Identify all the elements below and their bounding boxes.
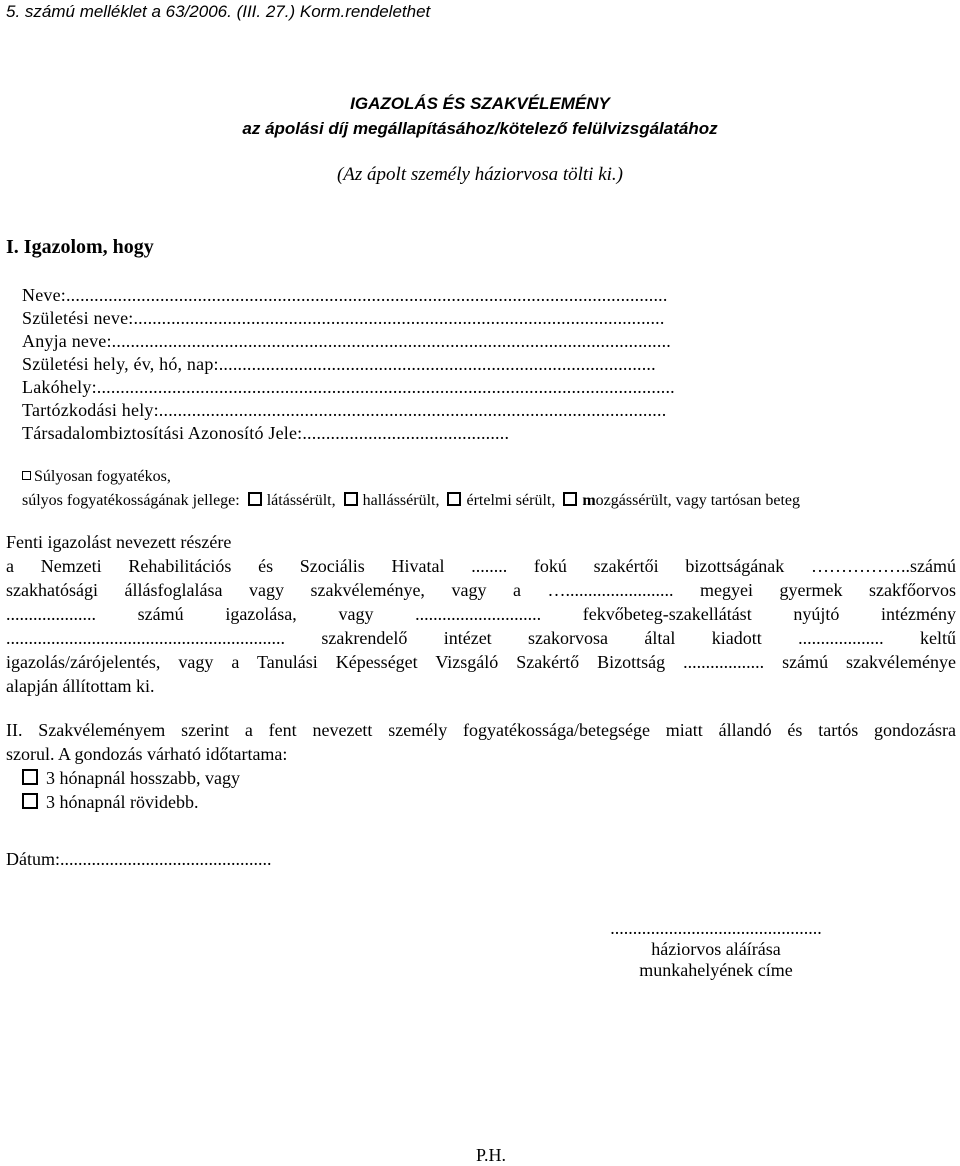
intellectual-checkbox[interactable]: [447, 492, 461, 506]
header-note: 5. számú melléklet a 63/2006. (III. 27.) Korm.rendelethet: [6, 2, 431, 21]
document-title: IGAZOLÁS ÉS SZAKVÉLEMÉNY: [350, 94, 610, 113]
vision-label: látássérült,: [266, 492, 336, 509]
duration-option-shorter: [22, 792, 198, 813]
hearing-checkbox[interactable]: [344, 492, 358, 506]
paragraph-line-6: igazolás/zárójelentés, vagy a Tanulási Képességet Vizsgáló Szakértő Bizottság .................. számú szakvéleménye: [6, 652, 956, 672]
intellectual-label: értelmi sérült,: [466, 492, 556, 509]
field-birth-place-date[interactable]: Születési hely, év, hó, nap:.............................................................................................: [22, 354, 656, 374]
date-field[interactable]: Dátum:...............................................: [6, 849, 272, 869]
signature-line[interactable]: ...............................................: [610, 918, 822, 938]
fill-in-note: (Az ápolt személy háziorvosa tölti ki.): [336, 164, 624, 185]
field-birth-name[interactable]: Születési neve:.................................................................................................................: [22, 308, 665, 328]
vision-checkbox[interactable]: [248, 492, 262, 506]
paragraph-line-3: szakhatósági állásfoglalása vagy szakvéleménye, vagy a …........................ megyei gyermek szakfőorvos: [6, 580, 956, 600]
workplace-label: munkahelyének címe: [639, 960, 793, 980]
shorter-checkbox[interactable]: [22, 793, 38, 809]
shorter-label: 3 hónapnál rövidebb.: [46, 792, 199, 812]
mobility-label: ozgássérült, vagy tartósan beteg: [595, 492, 801, 509]
longer-checkbox[interactable]: [22, 769, 38, 785]
field-ssn[interactable]: Társadalombiztosítási Azonosító Jele:............................................: [22, 423, 510, 443]
field-mother-name[interactable]: Anyja neve:.......................................................................................................................: [22, 331, 671, 351]
field-stay-address[interactable]: Tartózkodási hely:............................................................................................................: [22, 400, 667, 420]
paragraph-line-1: Fenti igazolást nevezett részére: [6, 532, 232, 552]
paragraph-line-5: .............................................................. szakrendelő intézet szakorvosa által kiadott ................... keltű: [6, 628, 956, 648]
section-1-heading: I. Igazolom, hogy: [6, 236, 154, 258]
signature-label: háziorvos aláírása: [651, 939, 781, 959]
mobility-checkbox[interactable]: [563, 492, 577, 506]
severe-disability-row: [22, 468, 171, 486]
severe-checkbox[interactable]: [22, 471, 31, 480]
paragraph-line-4: .................... számú igazolása, vagy ............................ fekvőbeteg-szakellátást nyújtó intézmény: [6, 604, 956, 624]
paragraph-line-7: alapján állítottam ki.: [6, 676, 155, 696]
document-subtitle: az ápolási díj megállapításához/kötelező felülvizsgálatához: [242, 119, 718, 138]
section-2-line-1: II. Szakvéleményem szerint a fent nevezett személy fogyatékossága/betegsége miatt állandó és tartós gondozásra: [6, 720, 956, 740]
signature-block: [580, 918, 852, 981]
disability-nature-row: [22, 492, 800, 510]
longer-label: 3 hónapnál hosszabb, vagy: [46, 768, 240, 788]
hearing-label: hallássérült,: [362, 492, 440, 509]
section-2-line-2: szorul. A gondozás várható időtartama:: [6, 744, 288, 764]
disability-nature-label: súlyos fogyatékosságának jellege:: [22, 492, 240, 509]
field-residence[interactable]: Lakóhely:...........................................................................................................................: [22, 377, 675, 397]
field-name[interactable]: Neve:................................................................................................................................: [22, 285, 668, 305]
paragraph-line-2: a Nemzeti Rehabilitációs és Szociális Hivatal ........ fokú szakértői bizottságának ……………..számú: [6, 556, 956, 576]
severe-label: Súlyosan fogyatékos,: [34, 468, 171, 485]
stamp-placeholder: P.H.: [476, 1145, 507, 1165]
duration-option-longer: [22, 768, 240, 789]
mobility-label-initial: m: [582, 492, 596, 509]
